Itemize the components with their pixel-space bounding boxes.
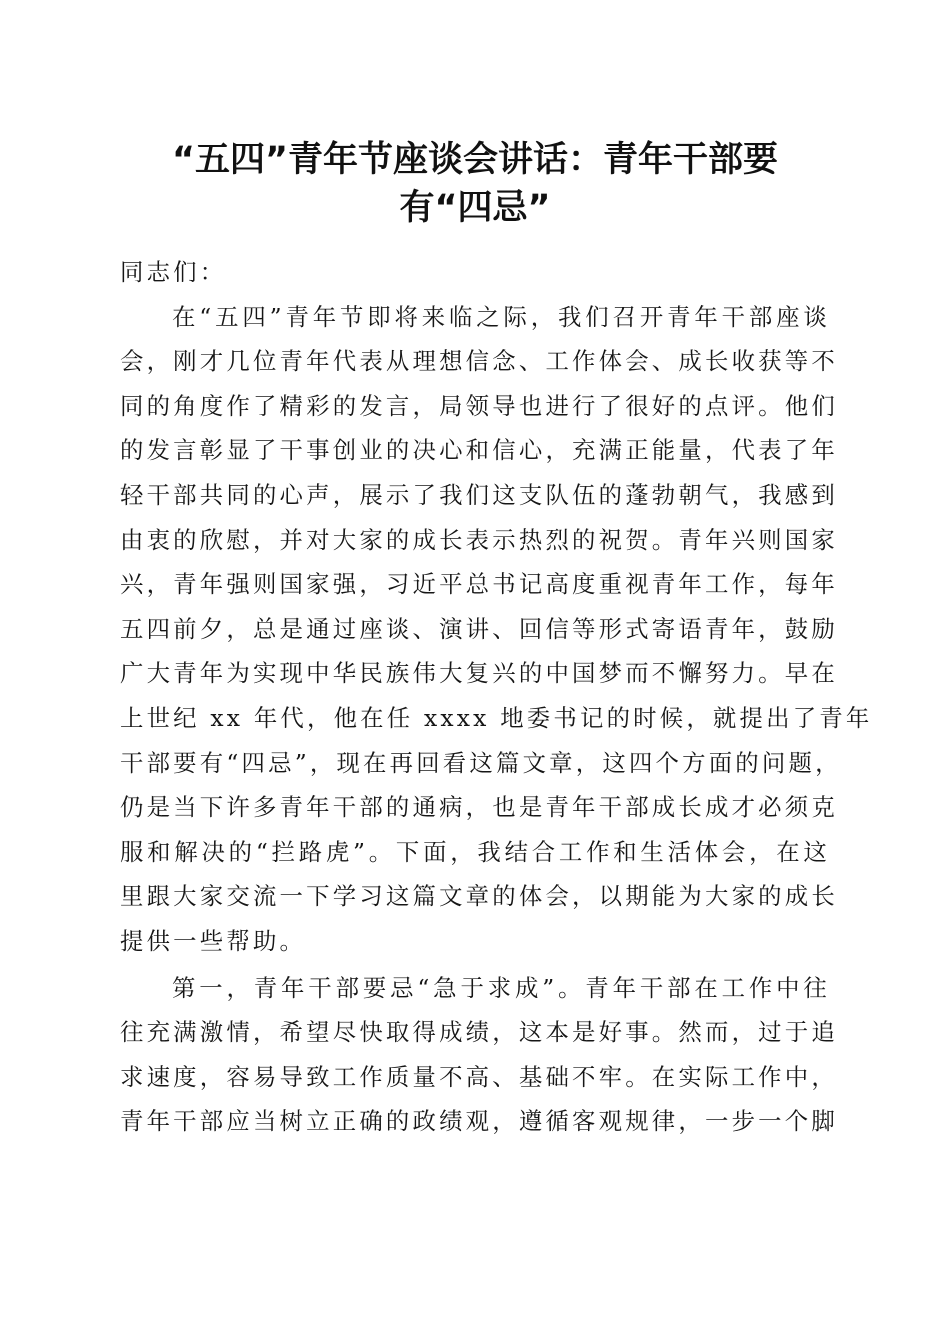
paragraph-line: 上世纪 xx 年代，他在任 xxxx 地委书记的时候，就提出了青年 xyxy=(120,703,873,732)
paragraph-line: 仍是当下许多青年干部的通病，也是青年干部成长成才必须克 xyxy=(120,793,838,822)
document-body xyxy=(120,250,873,1144)
paragraph-line: 会，刚才几位青年代表从理想信念、工作体会、成长收获等不 xyxy=(120,347,838,376)
paragraph-line: 青年干部应当树立正确的政绩观，遵循客观规律，一步一个脚 xyxy=(120,1107,838,1136)
paragraph-line: 往充满激情，希望尽快取得成绩，这本是好事。然而，过于追 xyxy=(120,1018,838,1047)
paragraph-line: 提供一些帮助。 xyxy=(120,926,307,955)
paragraph-line: 里跟大家交流一下学习这篇文章的体会，以期能为大家的成长 xyxy=(120,882,838,911)
paragraph-line: 轻干部共同的心声，展示了我们这支队伍的蓬勃朝气，我感到 xyxy=(120,480,838,509)
title-line-1: “五四”青年节座谈会讲话：青年干部要 xyxy=(171,140,778,180)
paragraph-line: 五四前夕，总是通过座谈、演讲、回信等形式寄语青年，鼓励 xyxy=(120,614,838,643)
document-title xyxy=(120,136,830,232)
paragraph-line: 同的角度作了精彩的发言，局领导也进行了很好的点评。他们 xyxy=(120,391,838,420)
paragraph-first-point xyxy=(120,966,838,1144)
paragraph-line: 服和解决的“拦路虎”。下面，我结合工作和生活体会，在这 xyxy=(120,837,830,866)
paragraph-line: 的发言彰显了干事创业的决心和信心，充满正能量，代表了年 xyxy=(120,436,838,465)
paragraph-line: 第一，青年干部要忌“急于求成”。青年干部在工作中往 xyxy=(172,973,830,1002)
paragraph-line: 由衷的欣慰，并对大家的成长表示热烈的祝贺。青年兴则国家 xyxy=(120,525,838,554)
title-line-2: 有“四忌” xyxy=(399,188,551,228)
paragraph-line: 广大青年为实现中华民族伟大复兴的中国梦而不懈努力。早在 xyxy=(120,659,838,688)
paragraph-line: 在“五四”青年节即将来临之际，我们召开青年干部座谈 xyxy=(172,302,830,331)
paragraph-line: 求速度，容易导致工作质量不高、基础不牢。在实际工作中， xyxy=(120,1062,838,1091)
paragraph-line: 干部要有“四忌”，现在再回看这篇文章，这四个方面的问题， xyxy=(120,748,842,777)
paragraph-line: 兴，青年强则国家强，习近平总书记高度重视青年工作，每年 xyxy=(120,570,838,599)
paragraph-intro xyxy=(120,295,873,964)
greeting: 同志们： xyxy=(120,258,227,286)
